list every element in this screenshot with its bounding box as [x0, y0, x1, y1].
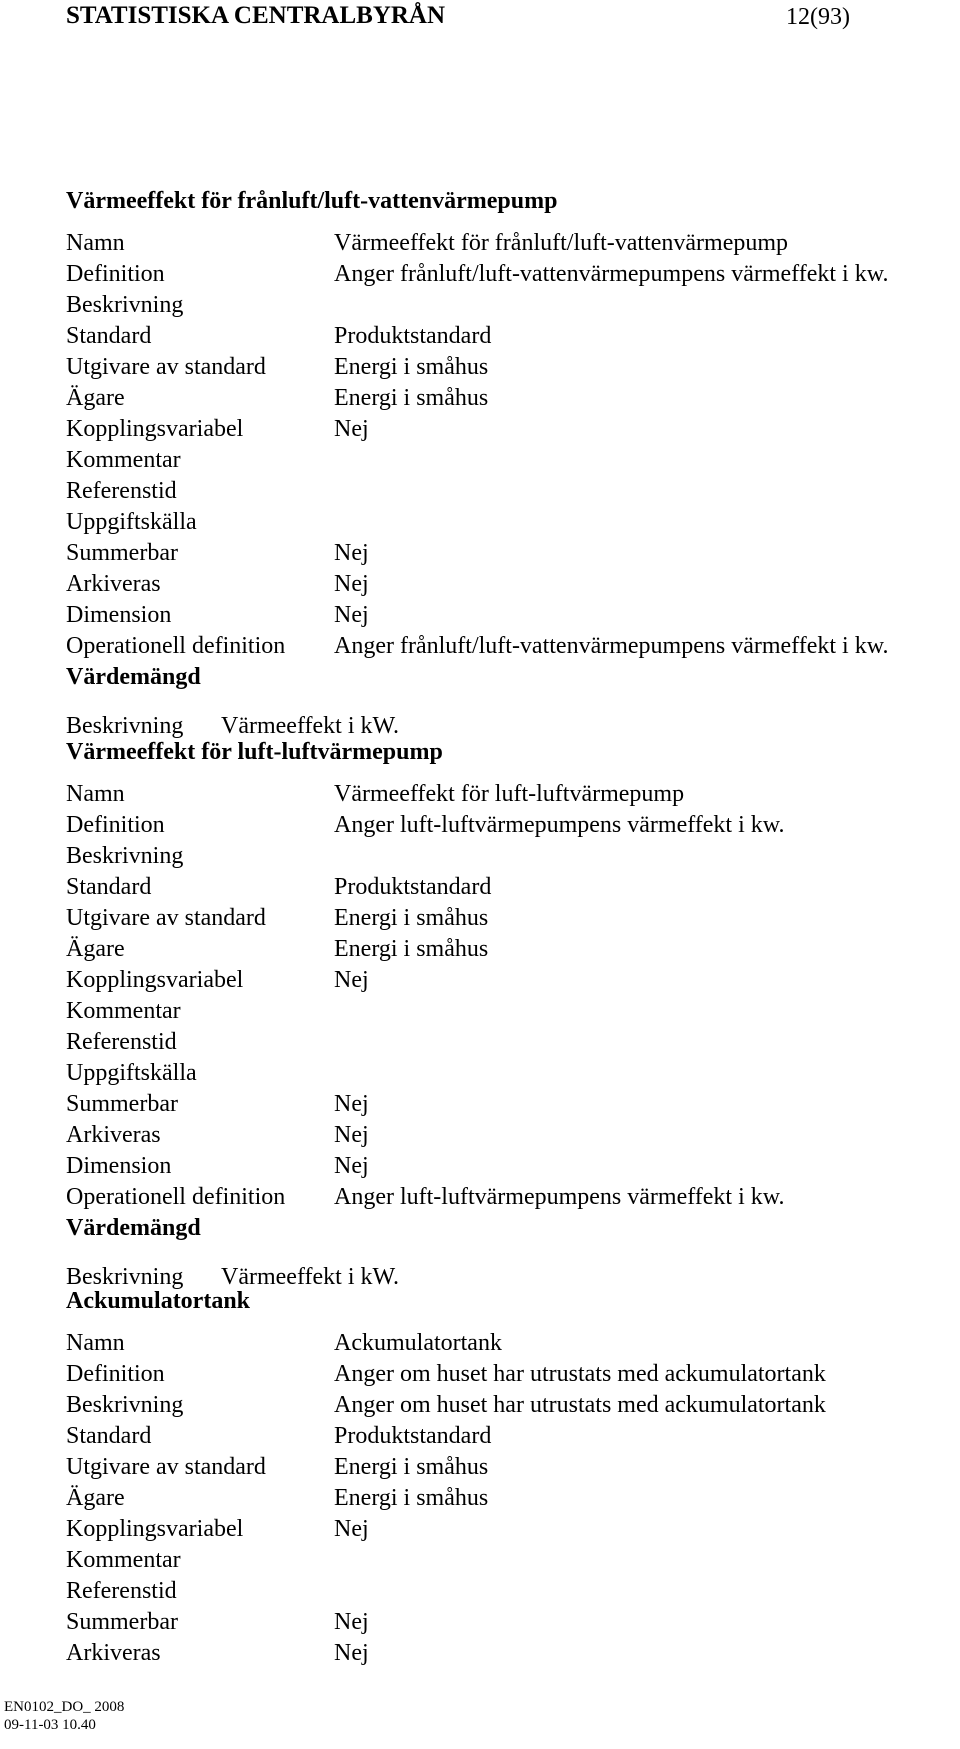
field-list [66, 1328, 946, 1669]
field-value: Energi i småhus [334, 1454, 489, 1480]
field-row-utgivare [66, 903, 946, 934]
field-row-namn [66, 779, 946, 810]
section-title: Värmeeffekt för frånluft/luft-vattenvärmepump [66, 188, 558, 214]
field-label: Kopplingsvariabel [66, 1516, 244, 1542]
field-label: Definition [66, 1361, 165, 1387]
field-value: Produktstandard [334, 1423, 492, 1449]
field-row-dimension [66, 1151, 946, 1182]
field-label: Ägare [66, 385, 125, 411]
field-label: Beskrivning [66, 843, 184, 869]
field-list [66, 228, 946, 662]
vardemangd-value: Värmeeffekt i kW. [221, 713, 399, 739]
field-label: Uppgiftskälla [66, 1060, 197, 1086]
field-label: Definition [66, 261, 165, 287]
field-label: Namn [66, 1330, 125, 1356]
page-header [66, 2, 896, 34]
field-row-agare [66, 383, 946, 414]
field-value: Anger frånluft/luft-vattenvärmepumpens värmeffekt i kw. [334, 261, 889, 287]
variable-section-franluft [66, 186, 946, 742]
field-label: Arkiveras [66, 1640, 161, 1666]
field-list [66, 779, 946, 1213]
field-label: Standard [66, 1423, 152, 1449]
field-label: Dimension [66, 602, 172, 628]
field-row-operationell-definition [66, 1182, 946, 1213]
field-label: Arkiveras [66, 1122, 161, 1148]
field-value: Nej [334, 416, 369, 442]
field-row-uppgiftskalla [66, 1058, 946, 1089]
field-row-kopplingsvariabel [66, 414, 946, 445]
vardemangd-heading: Värdemängd [66, 1215, 201, 1241]
field-row-referenstid [66, 1576, 946, 1607]
page-footer [4, 1698, 124, 1734]
field-label: Operationell definition [66, 1184, 286, 1210]
field-row-beskrivning [66, 1390, 946, 1421]
field-label: Referenstid [66, 1578, 177, 1604]
field-row-namn [66, 228, 946, 259]
field-value: Anger om huset har utrustats med ackumulatortank [334, 1361, 826, 1387]
field-label: Utgivare av standard [66, 354, 266, 380]
document-code: EN0102_DO_ 2008 [4, 1699, 125, 1715]
field-value: Produktstandard [334, 874, 492, 900]
field-row-arkiveras [66, 1120, 946, 1151]
field-value: Värmeeffekt för luft-luftvärmepump [334, 781, 685, 807]
vardemangd-value: Värmeeffekt i kW. [221, 1264, 399, 1290]
field-label: Kommentar [66, 998, 181, 1024]
field-row-standard [66, 321, 946, 352]
field-row-agare [66, 934, 946, 965]
field-label: Standard [66, 874, 152, 900]
field-label: Namn [66, 781, 125, 807]
field-value: Energi i småhus [334, 905, 489, 931]
field-row-summerbar [66, 538, 946, 569]
field-value: Ackumulatortank [334, 1330, 502, 1356]
vardemangd-key: Beskrivning [66, 1264, 184, 1290]
field-row-standard [66, 872, 946, 903]
field-row-utgivare [66, 352, 946, 383]
field-value: Nej [334, 1091, 369, 1117]
field-row-referenstid [66, 476, 946, 507]
field-label: Summerbar [66, 1091, 178, 1117]
field-value: Energi i småhus [334, 354, 489, 380]
field-label: Utgivare av standard [66, 905, 266, 931]
field-value: Energi i småhus [334, 385, 489, 411]
field-value: Nej [334, 1122, 369, 1148]
field-value: Nej [334, 540, 369, 566]
field-row-beskrivning [66, 290, 946, 321]
organization-name: STATISTISKA CENTRALBYRÅN [66, 2, 446, 29]
field-label: Kommentar [66, 1547, 181, 1573]
variable-section-luft-luft [66, 737, 946, 1293]
field-label: Arkiveras [66, 571, 161, 597]
field-value: Energi i småhus [334, 1485, 489, 1511]
section-title: Ackumulatortank [66, 1288, 251, 1314]
field-label: Kopplingsvariabel [66, 416, 244, 442]
field-row-summerbar [66, 1089, 946, 1120]
vardemangd-heading: Värdemängd [66, 664, 201, 690]
variable-section-ackumulatortank [66, 1286, 946, 1669]
field-row-operationell-definition [66, 631, 946, 662]
field-label: Summerbar [66, 540, 178, 566]
field-label: Standard [66, 323, 152, 349]
field-value: Anger om huset har utrustats med ackumulatortank [334, 1392, 826, 1418]
field-value: Nej [334, 1609, 369, 1635]
vardemangd-key: Beskrivning [66, 713, 184, 739]
field-label: Kopplingsvariabel [66, 967, 244, 993]
field-row-utgivare [66, 1452, 946, 1483]
field-label: Utgivare av standard [66, 1454, 266, 1480]
field-value: Nej [334, 1640, 369, 1666]
field-value: Nej [334, 1516, 369, 1542]
field-value: Energi i småhus [334, 936, 489, 962]
field-label: Definition [66, 812, 165, 838]
section-title: Värmeeffekt för luft-luftvärmepump [66, 739, 443, 765]
field-row-dimension [66, 600, 946, 631]
field-row-kommentar [66, 445, 946, 476]
field-label: Kommentar [66, 447, 181, 473]
field-row-summerbar [66, 1607, 946, 1638]
field-value: Produktstandard [334, 323, 492, 349]
field-row-namn [66, 1328, 946, 1359]
field-label: Dimension [66, 1153, 172, 1179]
field-row-definition [66, 810, 946, 841]
field-label: Ägare [66, 1485, 125, 1511]
field-value: Anger frånluft/luft-vattenvärmepumpens värmeffekt i kw. [334, 633, 889, 659]
field-row-definition [66, 1359, 946, 1390]
field-row-kommentar [66, 996, 946, 1027]
field-row-kopplingsvariabel [66, 965, 946, 996]
field-row-arkiveras [66, 1638, 946, 1669]
field-row-standard [66, 1421, 946, 1452]
field-value: Värmeeffekt för frånluft/luft-vattenvärmepump [334, 230, 789, 256]
field-row-kopplingsvariabel [66, 1514, 946, 1545]
field-row-arkiveras [66, 569, 946, 600]
field-value: Nej [334, 571, 369, 597]
field-label: Summerbar [66, 1609, 178, 1635]
field-label: Uppgiftskälla [66, 509, 197, 535]
field-value: Anger luft-luftvärmepumpens värmeffekt i kw. [334, 812, 785, 838]
field-row-kommentar [66, 1545, 946, 1576]
field-row-beskrivning [66, 841, 946, 872]
field-row-agare [66, 1483, 946, 1514]
field-label: Beskrivning [66, 1392, 184, 1418]
page-number: 12(93) [786, 4, 850, 30]
field-label: Referenstid [66, 478, 177, 504]
field-row-uppgiftskalla [66, 507, 946, 538]
field-label: Operationell definition [66, 633, 286, 659]
field-value: Nej [334, 1153, 369, 1179]
field-row-definition [66, 259, 946, 290]
field-label: Ägare [66, 936, 125, 962]
field-label: Beskrivning [66, 292, 184, 318]
field-value: Anger luft-luftvärmepumpens värmeffekt i kw. [334, 1184, 785, 1210]
field-value: Nej [334, 967, 369, 993]
field-value: Nej [334, 602, 369, 628]
document-date: 09-11-03 10.40 [4, 1717, 96, 1733]
field-label: Namn [66, 230, 125, 256]
field-row-referenstid [66, 1027, 946, 1058]
field-label: Referenstid [66, 1029, 177, 1055]
